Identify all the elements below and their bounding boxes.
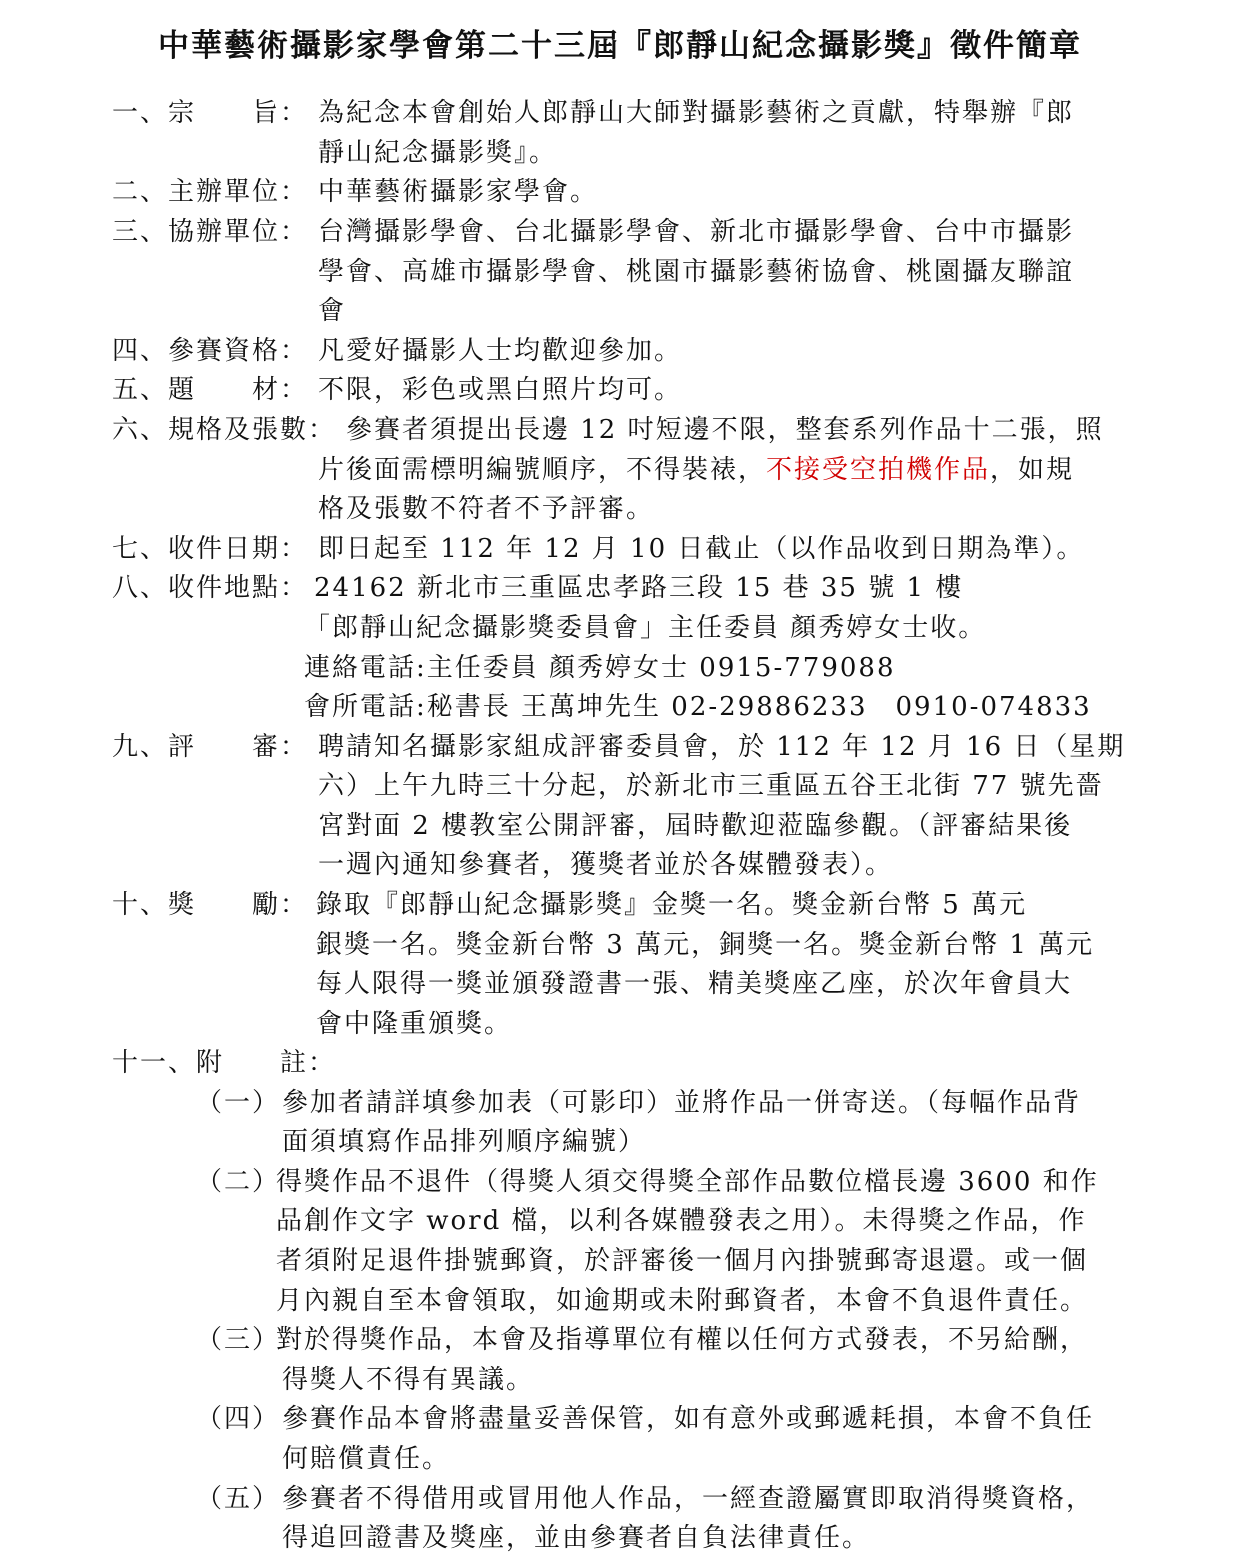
section-text-purpose-1: 為紀念本會創始人郎靜山大師對攝影藝術之貢獻，特舉辦『郎 (318, 98, 1075, 128)
section-text-judging-3: 宮對面 2 樓教室公開評審，屆時歡迎蒞臨參觀。（評審結果後 (318, 811, 1073, 841)
note-number-4: （四） (196, 1404, 281, 1434)
section-label-awards: 十、獎 勵： (112, 890, 309, 920)
section-label-purpose: 一、宗 旨： (112, 98, 309, 128)
section-text-address-2: 「郎靜山紀念攝影獎委員會」主任委員 顏秀婷女士收。 (304, 613, 987, 643)
section-text-judging-4: 一週內通知參賽者，獲獎者並於各媒體發表）。 (318, 850, 894, 880)
note-2-line-1: 得獎作品不退件（得獎人須交得獎全部作品數位檔長邊 3600 和作 (276, 1167, 1099, 1197)
section-text-specs-1: 參賽者須提出長邊 12 吋短邊不限，整套系列作品十二張，照 (346, 415, 1104, 445)
section-text-co-organizers-1: 台灣攝影學會、台北攝影學會、新北市攝影學會、台中市攝影 (318, 217, 1075, 247)
section-text-co-organizers-3: 會 (318, 296, 347, 326)
section-label-eligibility: 四、參賽資格： (112, 336, 309, 366)
note-2-line-3: 者須附足退件掛號郵資，於評審後一個月內掛號郵寄退還。或一個 (276, 1246, 1089, 1276)
section-text-contact-phone: 連絡電話:主任委員 顏秀婷女士 0915-779088 (304, 653, 896, 683)
section-label-notes: 十一、附 註： (112, 1048, 337, 1078)
section-text-eligibility: 凡愛好攝影人士均歡迎參加。 (318, 336, 683, 366)
section-text-address-1: 24162 新北市三重區忠孝路三段 15 巷 35 號 1 樓 (314, 573, 964, 603)
note-4-line-1: 參賽作品本會將盡量妥善保管，如有意外或郵遞耗損，本會不負任 (282, 1404, 1095, 1434)
section-text-deadline: 即日起至 112 年 12 月 10 日截止（以作品收到日期為準）。 (318, 534, 1085, 564)
note-4-line-2: 何賠償責任。 (282, 1444, 451, 1474)
specs-line2-tail: ，如規 (990, 455, 1075, 485)
note-2-line-2: 品創作文字 word 檔，以利各媒體發表之用）。未得獎之作品，作 (276, 1206, 1087, 1236)
specs-line2-text: 片後面需標明編號順序，不得裝裱， (318, 455, 767, 485)
section-text-specs-3: 格及張數不符者不予評審。 (318, 494, 655, 524)
section-label-organizer: 二、主辦單位： (112, 177, 309, 207)
note-5-line-2: 得追回證書及獎座，並由參賽者自負法律責任。 (282, 1523, 871, 1553)
note-number-1: （一） (196, 1088, 281, 1118)
note-number-5: （五） (196, 1484, 281, 1514)
section-text-organizer: 中華藝術攝影家學會。 (318, 177, 599, 207)
note-2-line-4: 月內親自至本會領取，如逾期或未附郵資者，本會不負退件責任。 (276, 1286, 1089, 1316)
note-3-line-2: 得獎人不得有異議。 (282, 1365, 535, 1395)
note-1-line-1: 參加者請詳填參加表（可影印）並將作品一併寄送。（每幅作品背 (282, 1088, 1082, 1118)
section-text-awards-4: 會中隆重頒獎。 (316, 1009, 513, 1039)
section-label-theme: 五、題 材： (112, 375, 309, 405)
note-5-line-1: 參賽者不得借用或冒用他人作品，一經查證屬實即取消得獎資格， (282, 1484, 1095, 1514)
section-text-office-phone: 會所電話:秘書長 王萬坤先生 02-29886233 0910-074833 (304, 692, 1092, 722)
section-text-awards-1: 錄取『郎靜山紀念攝影獎』金獎一名。獎金新台幣 5 萬元 (316, 890, 1028, 920)
no-drone-warning: 不接受空拍機作品 (766, 455, 991, 485)
section-label-address: 八、收件地點： (112, 573, 309, 603)
note-3-line-1: 對於得獎作品，本會及指導單位有權以任何方式發表，不另給酬， (276, 1325, 1089, 1355)
section-text-judging-2: 六）上午九時三十分起，於新北市三重區五谷王北街 77 號先嗇 (318, 771, 1104, 801)
section-label-co-organizers: 三、協辦單位： (112, 217, 309, 247)
section-label-deadline: 七、收件日期： (112, 534, 309, 564)
section-text-purpose-2: 靜山紀念攝影獎』。 (318, 138, 558, 168)
note-1-line-2: 面須填寫作品排列順序編號） (282, 1127, 647, 1157)
section-text-awards-3: 每人限得一獎並頒發證書一張、精美獎座乙座，於次年會員大 (316, 969, 1073, 999)
section-text-specs-2 (318, 452, 1074, 488)
note-number-3: （三） (196, 1325, 281, 1355)
document-title: 中華藝術攝影家學會第二十三屆『郎靜山紀念攝影獎』徵件簡章 (158, 28, 1082, 64)
section-text-judging-1: 聘請知名攝影家組成評審委員會，於 112 年 12 月 16 日（星期 (318, 732, 1126, 762)
section-text-theme: 不限，彩色或黑白照片均可。 (318, 375, 683, 405)
section-text-awards-2: 銀獎一名。獎金新台幣 3 萬元，銅獎一名。獎金新台幣 1 萬元 (316, 930, 1095, 960)
note-number-2: （二） (196, 1167, 281, 1197)
section-label-specs: 六、規格及張數： (112, 415, 337, 445)
section-label-judging: 九、評 審： (112, 732, 309, 762)
section-text-co-organizers-2: 學會、高雄市攝影學會、桃園市攝影藝術協會、桃園攝友聯誼 (318, 257, 1075, 287)
